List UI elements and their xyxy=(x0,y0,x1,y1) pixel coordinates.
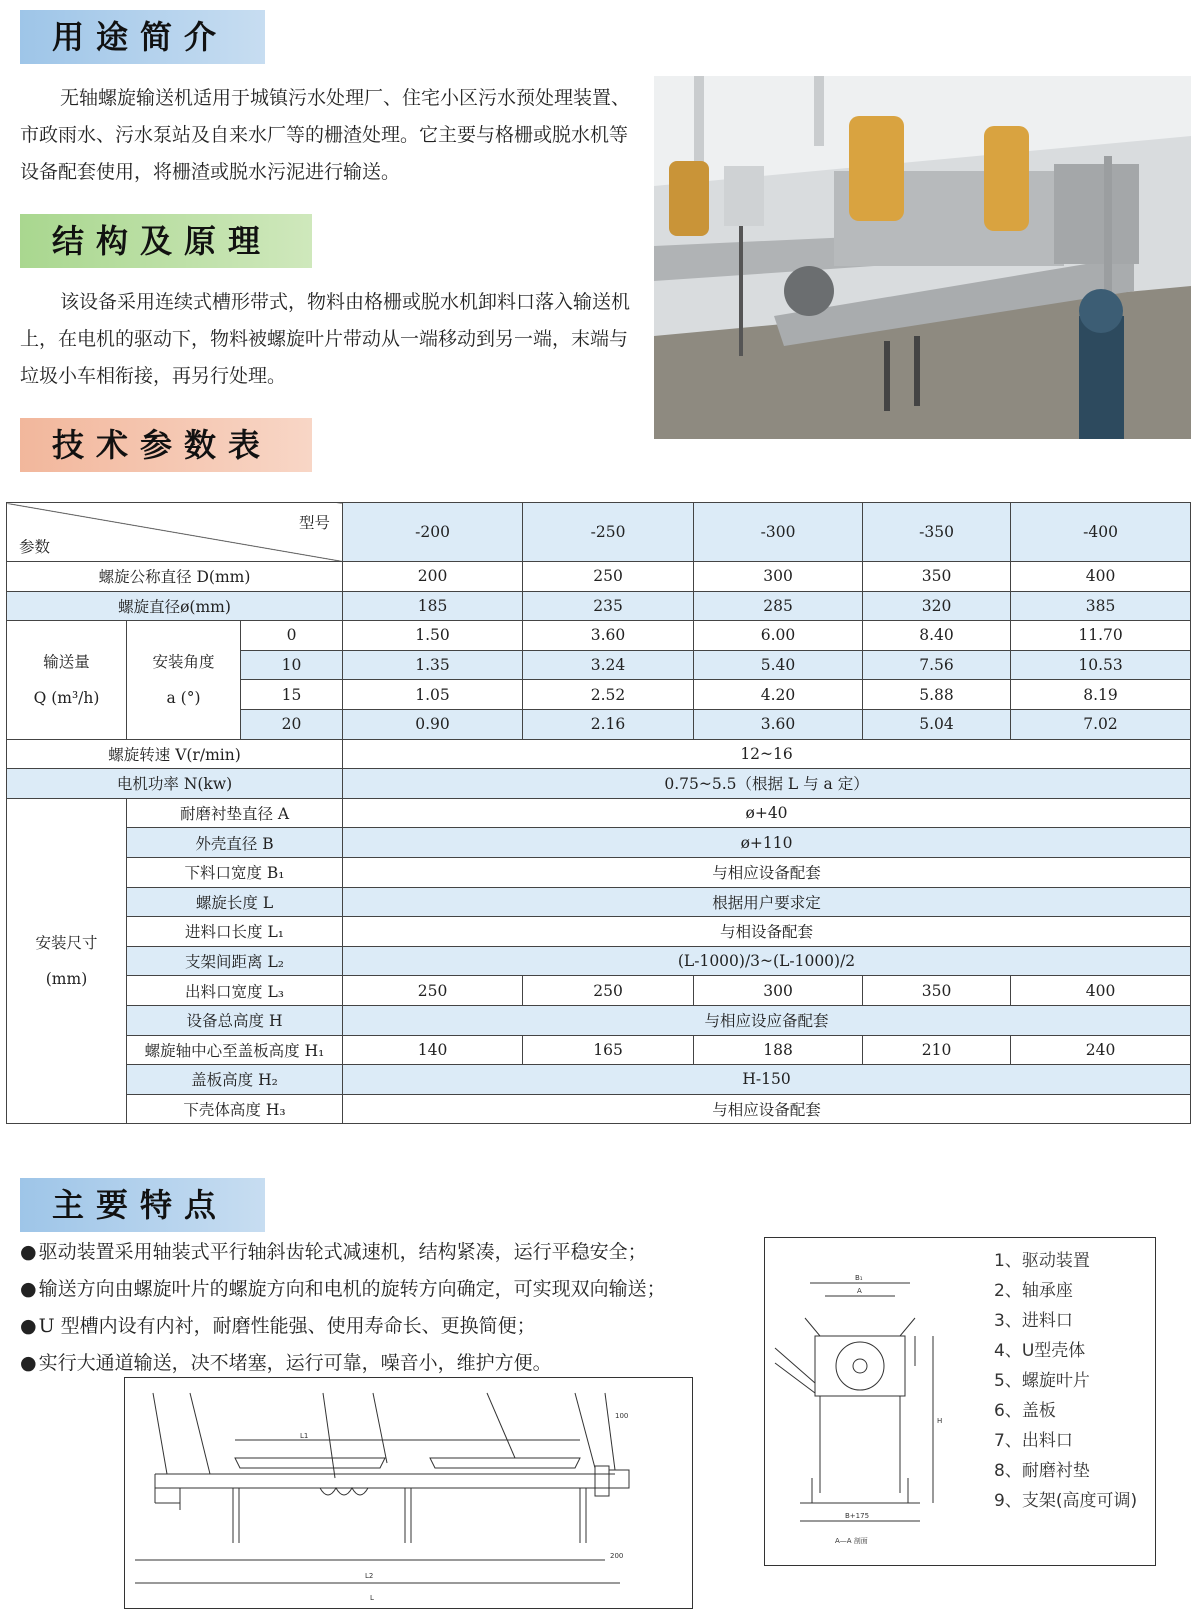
list-item: 1、驱动装置 xyxy=(994,1251,1090,1271)
table-row: 出料口宽度 L₃ 250 250 300 350 400 xyxy=(7,976,1191,1006)
list-item: 6、盖板 xyxy=(994,1401,1056,1421)
list-item: 4、U型壳体 xyxy=(994,1341,1086,1361)
table-row: 输送量 Q (m³/h) 安装角度 a (°) 0 1.50 3.60 6.00 8.40 11.70 xyxy=(7,621,1191,651)
table-row: 下料口宽度 B₁ 与相应设备配套 xyxy=(7,857,1191,887)
list-item: ● U 型槽内设有内衬，耐磨性能强、使用寿命长、更换简便； xyxy=(20,1315,536,1337)
table-row: 盖板高度 H₂ H-150 xyxy=(7,1065,1191,1095)
table-row: 安装尺寸 (mm) 耐磨衬垫直径 A ø+40 xyxy=(7,798,1191,828)
side-elevation-drawing xyxy=(124,1377,693,1609)
table-row: 螺旋轴中心至盖板高度 H₁ 140 165 188 210 240 xyxy=(7,1035,1191,1065)
table-row: 10 1.35 3.24 5.40 7.56 10.53 xyxy=(7,650,1191,680)
svg-text:B₁: B₁ xyxy=(855,1274,863,1282)
table-row: 下壳体高度 H₃ 与相应设备配套 xyxy=(7,1094,1191,1124)
svg-text:H: H xyxy=(937,1417,943,1425)
structure-paragraph: 该设备采用连续式槽形带式，物料由格栅或脱水机卸料口落入输送机上，在电机的驱动下，物料被螺旋叶片带动从一端移动到另一端，末端与垃圾小车相衔接，再另行处理。 xyxy=(20,291,631,387)
list-item: 3、进料口 xyxy=(994,1311,1073,1331)
list-item: 2、轴承座 xyxy=(994,1281,1073,1301)
parts-legend xyxy=(994,1246,1137,1516)
usage-paragraph: 无轴螺旋输送机适用于城镇污水处理厂、住宅小区污水预处理装置、市政雨水、污水泵站及自来水厂等的栅渣处理。它主要与格栅或脱水机等设备配套使用，将栅渣或脱水污泥进行输送。 xyxy=(20,87,631,183)
svg-text:B+175: B+175 xyxy=(845,1512,870,1520)
features-list xyxy=(20,1234,666,1382)
svg-text:A—A 剖面: A—A 剖面 xyxy=(835,1537,868,1545)
table-row: 螺旋公称直径 D(mm) 200 250 300 350 400 xyxy=(7,562,1191,592)
table-row: 外壳直径 B ø+110 xyxy=(7,828,1191,858)
table-row: 设备总高度 H 与相应设应备配套 xyxy=(7,1005,1191,1035)
model-header: -200 xyxy=(343,503,523,562)
table-row: 15 1.05 2.52 4.20 5.88 8.19 xyxy=(7,680,1191,710)
model-header: -300 xyxy=(694,503,863,562)
list-item: 5、螺旋叶片 xyxy=(994,1371,1090,1391)
list-item: ● 输送方向由螺旋叶片的螺旋方向和电机的旋转方向确定，可实现双向输送； xyxy=(20,1278,666,1300)
usage-heading: 用途简介 xyxy=(20,10,265,64)
list-item: 9、支架(高度可调) xyxy=(994,1491,1138,1511)
svg-text:L: L xyxy=(370,1594,374,1602)
equipment-photo xyxy=(654,76,1191,439)
model-header: -250 xyxy=(523,503,694,562)
table-row: 20 0.90 2.16 3.60 5.04 7.02 xyxy=(7,709,1191,739)
table-row: 支架间距离 L₂ (L-1000)/3~(L-1000)/2 xyxy=(7,946,1191,976)
table-row: 螺旋直径ø(mm) 185 235 285 320 385 xyxy=(7,591,1191,621)
angle-label: 安装角度 a (°) xyxy=(127,621,241,739)
table-row: 进料口长度 L₁ 与相设备配套 xyxy=(7,917,1191,947)
svg-text:100: 100 xyxy=(615,1412,629,1420)
list-item: 7、出料口 xyxy=(994,1431,1073,1451)
list-item: ● 驱动装置采用轴装式平行轴斜齿轮式减速机，结构紧凑，运行平稳安全； xyxy=(20,1241,647,1263)
install-dim-label: 安装尺寸 (mm) xyxy=(7,798,127,1124)
capacity-label: 输送量 Q (m³/h) xyxy=(7,621,127,739)
list-item: 8、耐磨衬垫 xyxy=(994,1461,1090,1481)
table-row: 螺旋转速 V(r/min) 12~16 xyxy=(7,739,1191,769)
model-header: -400 xyxy=(1011,503,1191,562)
svg-text:L2: L2 xyxy=(365,1572,374,1580)
svg-text:L1: L1 xyxy=(300,1432,309,1440)
features-heading: 主要特点 xyxy=(20,1178,265,1232)
table-corner-cell: 型号 参数 xyxy=(7,503,343,562)
svg-text:A: A xyxy=(857,1287,862,1295)
spec-table xyxy=(6,502,1191,1124)
svg-text:200: 200 xyxy=(610,1552,624,1560)
list-item: ● 实行大通道输送，决不堵塞，运行可靠，噪音小，维护方便。 xyxy=(20,1352,552,1374)
model-header: -350 xyxy=(863,503,1011,562)
table-row: 螺旋长度 L 根据用户要求定 xyxy=(7,887,1191,917)
table-row: 电机功率 N(kw) 0.75~5.5（根据 L 与 a 定） xyxy=(7,769,1191,799)
spec-table-heading: 技术参数表 xyxy=(20,418,312,472)
structure-heading: 结构及原理 xyxy=(20,214,312,268)
